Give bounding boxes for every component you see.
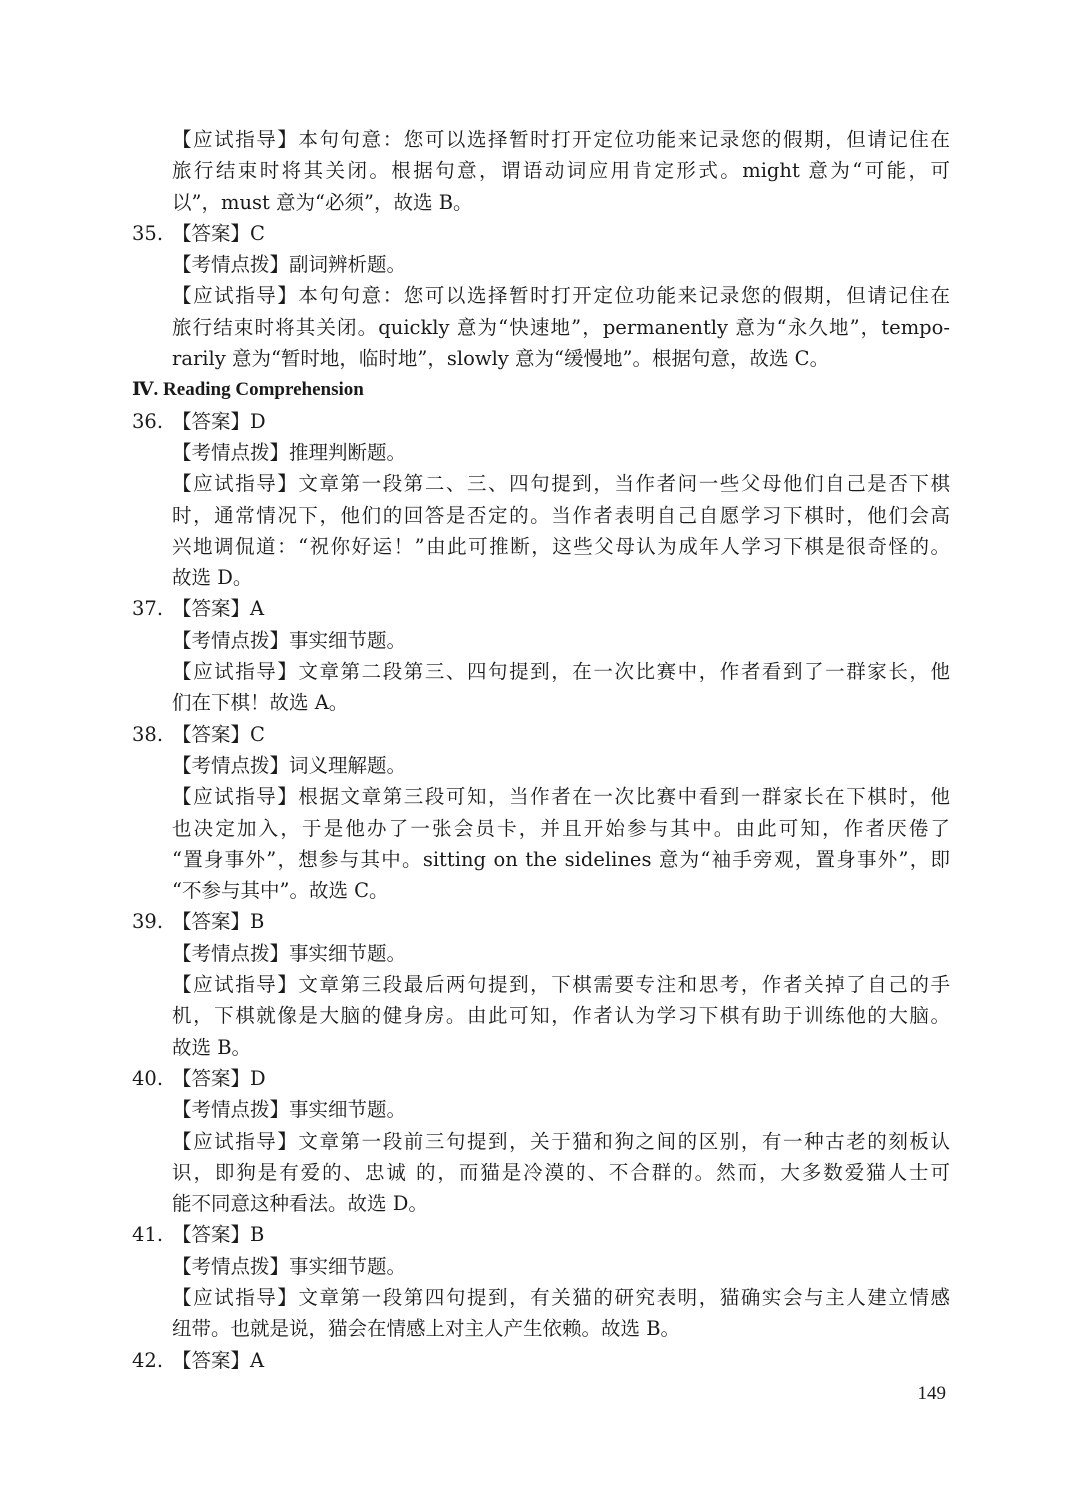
- answer-explanations: [132, 124, 950, 1376]
- line-text: 【应试指导】文章第三段最后两句提到，下棋需要专注和思考，作者关掉了自己的手: [172, 973, 950, 997]
- line-text: 识，即狗是有爱的、忠诚 的，而猫是冷漠的、不合群的。然而，大多数爱猫人士可: [172, 1160, 950, 1184]
- question-answer-line: [132, 406, 950, 437]
- line-text: 们在下棋！故选 A。: [172, 691, 349, 715]
- exam-point-line: [132, 625, 950, 656]
- line-text: 旅行结束时将其关闭。根据句意，谓语动词应用肯定形式。might 意为“可能，可: [172, 159, 950, 183]
- line-text: 故选 D。: [172, 566, 253, 590]
- line-text: 【应试指导】文章第二段第三、四句提到，在一次比赛中，作者看到了一群家长，他: [172, 660, 950, 684]
- page-number: 149: [917, 1383, 946, 1404]
- text-line: [132, 1000, 950, 1031]
- text-line: [132, 500, 950, 531]
- line-text: 时，通常情况下，他们的回答是否定的。当作者表明自己自愿学习下棋时，他们会高: [172, 503, 950, 527]
- guidance-line: [132, 280, 950, 311]
- line-text: 【考情点拨】词义理解题。: [172, 753, 407, 777]
- line-text: rarily 意为“暂时地，临时地”，slowly 意为“缓慢地”。根据句意，故选 C。: [172, 347, 830, 371]
- text-line: [132, 312, 950, 343]
- line-text: 【应试指导】文章第一段第二、三、四句提到，当作者问一些父母他们自己是否下棋: [172, 472, 950, 496]
- question-answer-line: [132, 1063, 950, 1094]
- line-text: 旅行结束时将其关闭。quickly 意为“快速地”，permanently 意为“永久地”，tempo-: [172, 315, 950, 339]
- line-text: 兴地调侃道：“祝你好运！”由此可推断，这些父母认为成年人学习下棋是很奇怪的。: [172, 534, 950, 558]
- line-text: 【应试指导】文章第一段第四句提到，有关猫的研究表明，猫确实会与主人建立情感: [172, 1285, 950, 1309]
- guidance-line: [132, 781, 950, 812]
- guidance-line: [132, 656, 950, 687]
- question-number: 41.: [132, 1223, 164, 1247]
- question-number: 36.: [132, 409, 164, 433]
- exam-point-line: [132, 437, 950, 468]
- text-line: [132, 155, 950, 186]
- exam-point-line: [132, 249, 950, 280]
- text-line: [132, 687, 950, 718]
- question-answer-line: [132, 719, 950, 750]
- line-text: 也决定加入，于是他办了一张会员卡，并且开始参与其中。由此可知，作者厌倦了: [172, 816, 950, 840]
- question-answer-line: [132, 593, 950, 624]
- line-text: 纽带。也就是说，猫会在情感上对主人产生依赖。故选 B。: [172, 1317, 681, 1341]
- line-text: 【应试指导】本句句意：您可以选择暂时打开定位功能来记录您的假期，但请记住在: [172, 128, 950, 151]
- line-text: 【考情点拨】事实细节题。: [172, 1254, 407, 1278]
- line-text: “置身事外”，想参与其中。sitting on the sidelines 意为“袖手旁观，置身事外”，即: [172, 847, 950, 871]
- guidance-line: [132, 1282, 950, 1313]
- text-line: [132, 1157, 950, 1188]
- line-text: 【考情点拨】事实细节题。: [172, 1098, 407, 1122]
- question-answer-line: [132, 218, 950, 249]
- text-line: [132, 875, 950, 906]
- question-number: 42.: [132, 1348, 164, 1372]
- question-number: 35.: [132, 221, 164, 245]
- text-line: [132, 562, 950, 593]
- text-line: [132, 1188, 950, 1219]
- question-answer-line: [132, 1219, 950, 1250]
- line-text: 【应试指导】本句句意：您可以选择暂时打开定位功能来记录您的假期，但请记住在: [172, 284, 950, 308]
- question-answer-line: [132, 906, 950, 937]
- line-text: 【应试指导】根据文章第三段可知，当作者在一次比赛中看到一群家长在下棋时，他: [172, 785, 950, 809]
- text-line: [132, 813, 950, 844]
- guidance-line: [132, 124, 950, 155]
- line-text: 【考情点拨】事实细节题。: [172, 628, 407, 652]
- line-text: 【答案】A: [172, 1348, 265, 1372]
- line-text: 【答案】A: [172, 597, 265, 621]
- line-text: 【答案】C: [172, 221, 265, 245]
- question-number: 38.: [132, 722, 164, 746]
- question-number: 40.: [132, 1066, 164, 1090]
- text-line: [132, 343, 950, 374]
- line-text: 【考情点拨】事实细节题。: [172, 941, 407, 965]
- line-text: 【答案】D: [172, 1066, 266, 1090]
- guidance-line: [132, 468, 950, 499]
- exam-point-line: [132, 750, 950, 781]
- guidance-line: [132, 969, 950, 1000]
- line-text: 【答案】B: [172, 910, 265, 934]
- text-line: [132, 187, 950, 218]
- question-number: 39.: [132, 910, 164, 934]
- line-text: 【答案】C: [172, 722, 265, 746]
- exam-point-line: [132, 1094, 950, 1125]
- line-text: 【答案】D: [172, 409, 266, 433]
- section-heading: [132, 374, 950, 405]
- line-text: 【应试指导】文章第一段前三句提到，关于猫和狗之间的区别，有一种古老的刻板认: [172, 1129, 950, 1153]
- text-line: [132, 531, 950, 562]
- line-text: 【考情点拨】副词辨析题。: [172, 253, 407, 277]
- line-text: 机，下棋就像是大脑的健身房。由此可知，作者认为学习下棋有助于训练他的大脑。: [172, 1004, 950, 1028]
- line-text: 故选 B。: [172, 1035, 252, 1059]
- line-text: 【答案】B: [172, 1223, 265, 1247]
- exam-point-line: [132, 1251, 950, 1282]
- exam-point-line: [132, 938, 950, 969]
- line-text: Ⅳ. Reading Comprehension: [132, 379, 364, 401]
- line-text: 【考情点拨】推理判断题。: [172, 440, 407, 464]
- text-line: [132, 844, 950, 875]
- line-text: 以”，must 意为“必须”，故选 B。: [172, 190, 473, 214]
- question-number: 37.: [132, 597, 164, 621]
- line-text: 能不同意这种看法。故选 D。: [172, 1192, 428, 1216]
- question-answer-line: [132, 1345, 950, 1376]
- line-text: “不参与其中”。故选 C。: [172, 879, 389, 903]
- guidance-line: [132, 1126, 950, 1157]
- text-line: [132, 1313, 950, 1344]
- text-line: [132, 1032, 950, 1063]
